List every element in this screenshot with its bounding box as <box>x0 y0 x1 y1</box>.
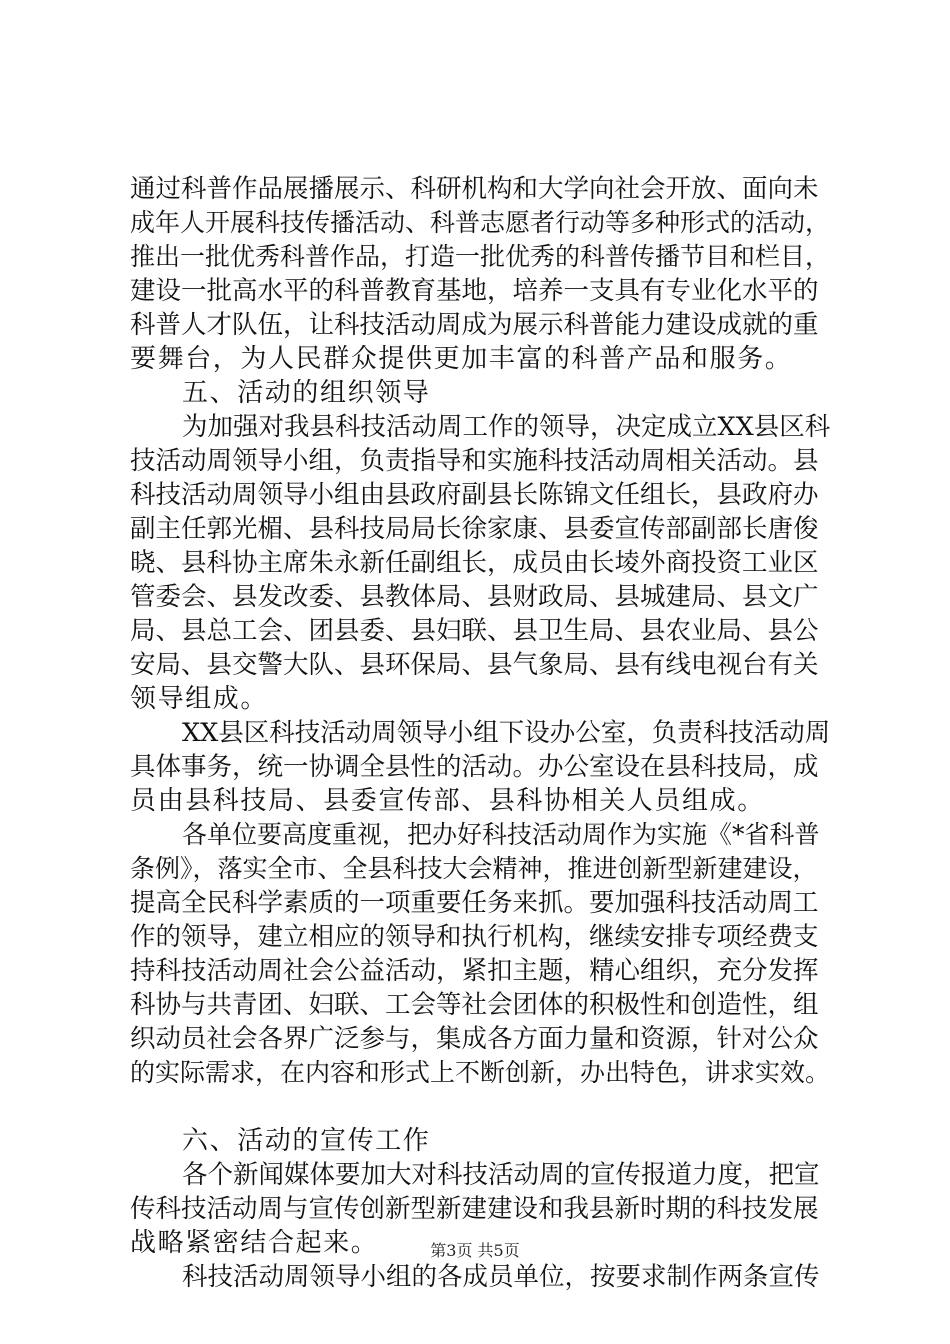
text-line: 成年人开展科技传播活动、科普志愿者行动等多种形式的活动， <box>130 208 831 237</box>
text-line: 各个新闻媒体要加大对科技活动周的宣传报道力度，把宣 <box>182 1160 820 1190</box>
text-line: 科协与共青团、妇联、工会等社会团体的积极性和创造性，组 <box>130 990 819 1020</box>
text-line: 技活动周领导小组，负责指导和实施科技活动周相关活动。县 <box>130 446 819 476</box>
text-line: 科技活动周领导小组由县政府副县长陈锦文任组长，县政府办 <box>130 480 819 510</box>
paragraph-intro-continued <box>130 172 830 376</box>
text-line: 推出一批优秀科普作品，打造一批优秀的科普传播节目和栏目， <box>130 242 831 271</box>
paragraph-leadership-group <box>130 410 830 716</box>
text-line: 的实际需求，在内容和形式上不断创新，办出特色，讲求实效。 <box>130 1058 831 1087</box>
text-line: 安局、县交警大队、县环保局、县气象局、县有线电视台有关 <box>130 650 819 680</box>
paragraph-office <box>130 716 830 818</box>
text-line: XX县区科技活动周领导小组下设办公室，负责科技活动周 <box>182 718 831 748</box>
text-line: 为加强对我县科技活动周工作的领导，决定成立XX县区科 <box>182 412 831 442</box>
text-line: 作的领导，建立相应的领导和执行机构，继续安排专项经费支 <box>130 922 819 952</box>
text-line: 要舞台，为人民群众提供更加丰富的科普产品和服务。 <box>130 344 793 374</box>
text-line: 传科技活动周与宣传创新型新建建设和我县新时期的科技发展 <box>130 1194 819 1224</box>
text-line: 五、活动的组织领导 <box>182 378 431 408</box>
text-line: 员由县科技局、县委宣传部、县科协相关人员组成。 <box>130 786 765 816</box>
text-line: 局、县总工会、团县委、县妇联、县卫生局、县农业局、县公 <box>130 616 819 646</box>
paragraph-units <box>130 818 830 1090</box>
text-line: 各单位要高度重视，把办好科技活动周作为实施《*省科普 <box>182 820 820 849</box>
section-heading-six <box>130 1124 830 1158</box>
text-line: 战略紧密结合起来。 <box>130 1228 379 1258</box>
blank-line <box>130 1090 830 1124</box>
text-line: 晓、县科协主席朱永新任副组长，成员由长堎外商投资工业区 <box>130 548 819 578</box>
text-line: 管委会、县发改委、县教体局、县财政局、县城建局、县文广 <box>130 582 819 612</box>
text-line: 建设一批高水平的科普教育基地，培养一支具有专业化水平的 <box>130 276 819 306</box>
text-line: 持科技活动周社会公益活动，紧扣主题，精心组织，充分发挥 <box>130 956 819 986</box>
text-line: 领导组成。 <box>130 684 269 714</box>
text-line: 通过科普作品展播展示、科研机构和大学向社会开放、面向未 <box>130 174 819 204</box>
text-line: 具体事务，统一协调全县性的活动。办公室设在县科技局，成 <box>130 752 819 782</box>
text-line: 副主任郭光楣、县科技局局长徐家康、县委宣传部副部长唐俊 <box>130 514 819 544</box>
text-line: 条例》，落实全市、全县科技大会精神，推进创新型新建建设， <box>130 854 818 883</box>
text-line: 科技活动周领导小组的各成员单位，按要求制作两条宣传 <box>182 1262 820 1292</box>
text-line: 提高全民科学素质的一项重要任务来抓。要加强科技活动周工 <box>130 888 819 918</box>
text-line: 科普人才队伍，让科技活动周成为展示科普能力建设成就的重 <box>130 310 819 340</box>
text-line: 织动员社会各界广泛参与，集成各方面力量和资源，针对公众 <box>130 1024 819 1054</box>
page-number-footer: 第3页 共5页 <box>430 1241 520 1260</box>
document-body <box>130 172 830 1294</box>
section-heading-five <box>130 376 830 410</box>
text-line: 六、活动的宣传工作 <box>182 1126 431 1156</box>
paragraph-members <box>130 1260 830 1294</box>
